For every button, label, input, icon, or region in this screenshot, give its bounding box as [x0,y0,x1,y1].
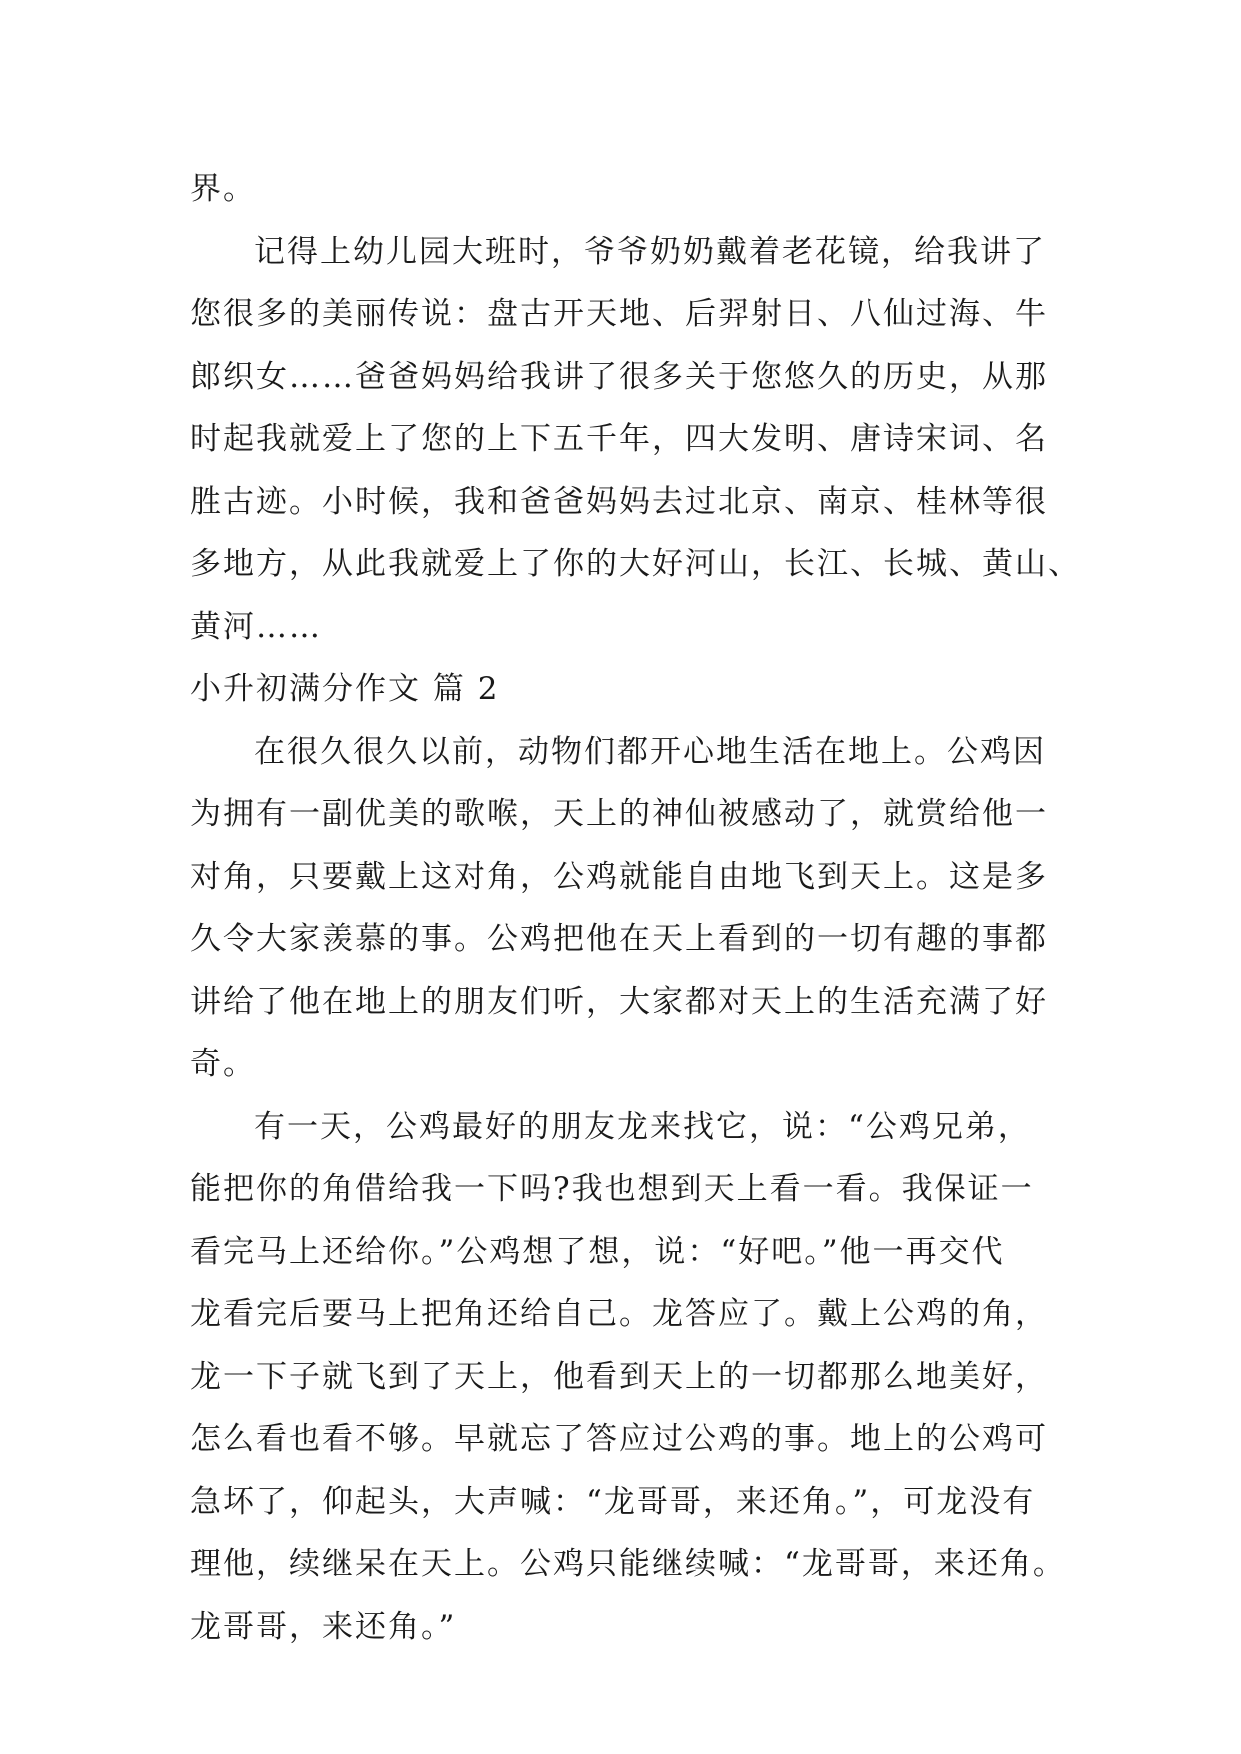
text-line: 龙看完后要马上把角还给自己。龙答应了。戴上公鸡的角， [190,1296,1048,1332]
text-line: 您很多的美丽传说：盘古开天地、后羿射日、八仙过海、牛 [190,296,1048,332]
text-line: 讲给了他在地上的朋友们听，大家都对天上的生活充满了好 [190,983,1048,1020]
text-line: 理他，续继呆在天上。公鸡只能继续喊：“龙哥哥，来还角。 [190,1546,1066,1582]
document-body [190,158,1081,1658]
text-line: 能把你的角借给我一下吗?我也想到天上看一看。我保证一 [190,1171,1034,1207]
text-line: 在很久很久以前，动物们都开心地生活在地上。公鸡因 [254,733,1046,770]
text-line: 久令大家羡慕的事。公鸡把他在天上看到的一切有趣的事都 [190,921,1048,957]
text-line: 界。 [190,171,256,207]
text-line: 多地方，从此我就爱上了你的大好河山，长江、长城、黄山、 [190,546,1081,582]
text-line: 龙哥哥，来还角。” [190,1608,457,1645]
text-line: 为拥有一副优美的歌喉，天上的神仙被感动了，就赏给他一 [190,796,1048,832]
text-line: 看完马上还给你。”公鸡想了想，说：“好吧。”他一再交代 [190,1233,1005,1270]
text-line: 胜古迹。小时候，我和爸爸妈妈去过北京、南京、桂林等很 [190,483,1048,520]
text-line: 郎织女……爸爸妈妈给我讲了很多关于您悠久的历史，从那 [190,358,1048,395]
text-line: 急坏了，仰起头，大声喊：“龙哥哥，来还角。”，可龙没有 [190,1483,1036,1520]
text-line: 奇。 [190,1046,256,1082]
text-line: 有一天，公鸡最好的朋友龙来找它，说：“公鸡兄弟， [254,1108,1031,1145]
text-line: 黄河…… [190,608,322,645]
text-line: 对角，只要戴上这对角，公鸡就能自由地飞到天上。这是多 [190,858,1048,895]
text-line: 时起我就爱上了您的上下五千年，四大发明、唐诗宋词、名 [190,421,1048,457]
text-line: 龙一下子就飞到了天上，他看到天上的一切都那么地美好， [190,1358,1048,1395]
section-heading: 小升初满分作文 篇 2 [190,671,500,707]
text-line: 记得上幼儿园大班时，爷爷奶奶戴着老花镜，给我讲了 [254,233,1046,270]
text-line: 怎么看也看不够。早就忘了答应过公鸡的事。地上的公鸡可 [190,1421,1048,1457]
